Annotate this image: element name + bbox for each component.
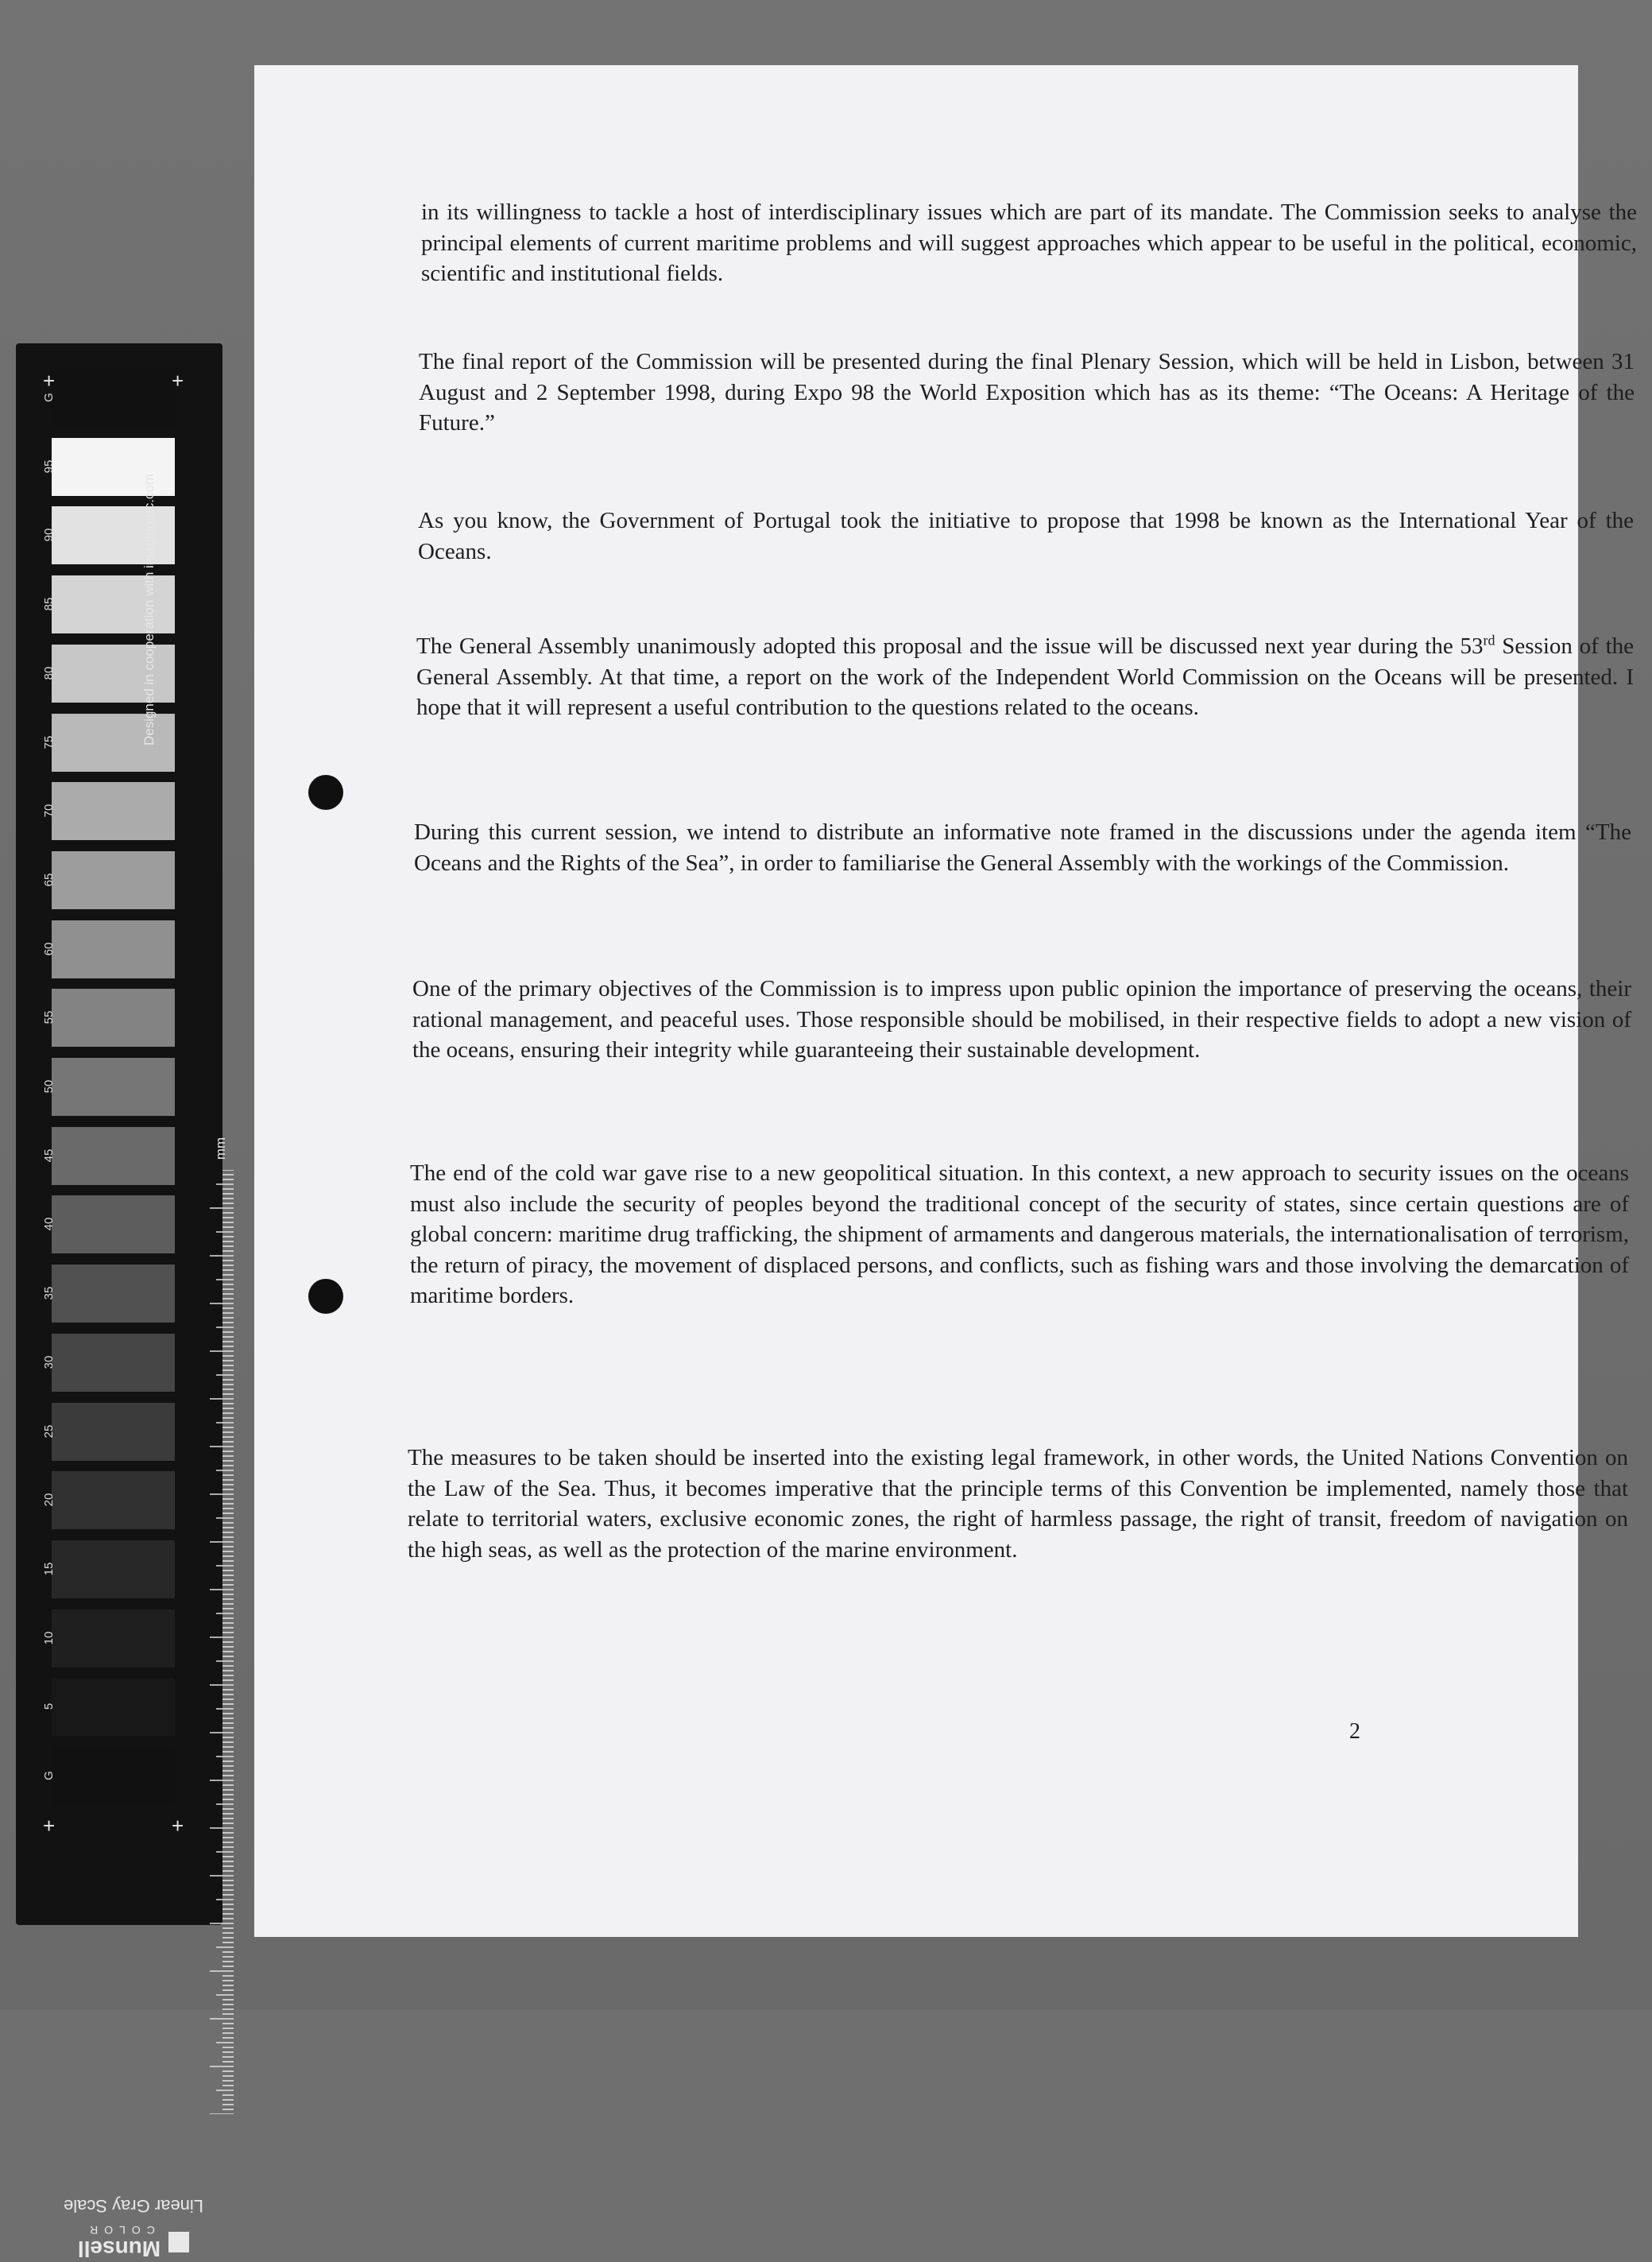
level-label: 50 bbox=[42, 1079, 56, 1094]
punch-hole bbox=[308, 775, 343, 810]
gray-patch bbox=[52, 920, 175, 978]
gray-patch bbox=[52, 1747, 175, 1805]
gray-patch bbox=[52, 1334, 175, 1392]
paragraph-2: The final report of the Commission will be presented during the final Plenary Session, which will be held in Lisbon, between 31 August and 2 September 1998, during Expo 98 the World Exposition which has as its theme: “The Oceans: A Heritage of the Future.” bbox=[419, 349, 1635, 436]
gray-patch bbox=[52, 369, 175, 427]
level-label: 5 bbox=[42, 1703, 56, 1710]
level-label: G bbox=[42, 1771, 56, 1780]
corner-marker: + bbox=[43, 1814, 56, 1838]
munsell-grid-icon bbox=[168, 2232, 189, 2252]
gray-patch bbox=[52, 989, 175, 1047]
level-label: 65 bbox=[42, 873, 56, 887]
level-label: 30 bbox=[42, 1355, 56, 1369]
corner-marker: + bbox=[172, 369, 184, 393]
gray-scale-card bbox=[16, 343, 228, 2261]
level-label: 25 bbox=[42, 1424, 56, 1438]
level-label: 80 bbox=[42, 666, 56, 680]
gray-patch bbox=[52, 1265, 175, 1323]
level-label: 75 bbox=[42, 735, 56, 749]
paragraph-5: During this current session, we intend to distribute an informative note framed in the discussions under the agenda item “The Oceans and the Rights of the Sea”, in order to familiarise the General Assembly with the workings of the Commission. bbox=[414, 819, 1631, 876]
brand-subtitle: COLOR bbox=[83, 2224, 155, 2237]
gray-patch bbox=[52, 1609, 175, 1667]
level-label: 10 bbox=[42, 1631, 56, 1644]
paragraph-4: The General Assembly unanimously adopted this proposal and the issue will be discussed next year during the 53rd Session of the General Assembly. At that time, a report on the work of the Independent World Commission on the Oceans will be presented. I hope that it will represent a useful contribution to the questions related to the oceans. bbox=[416, 632, 1634, 720]
level-label: 95 bbox=[42, 459, 56, 474]
corner-marker: + bbox=[172, 1814, 184, 1838]
level-label: 85 bbox=[42, 597, 56, 611]
paragraph-6: One of the primary objectives of the Commission is to impress upon public opinion the importance of preserving the oceans, their rational management, and peaceful uses. Those responsible should be mobilised, in their respective fields to adopt a new vision of the oceans, ensuring their integrity while guaranteeing their sustainable development. bbox=[412, 976, 1631, 1063]
level-label: 35 bbox=[42, 1286, 56, 1300]
gray-patch bbox=[52, 1195, 175, 1253]
paragraph-3: As you know, the Government of Portugal took the initiative to propose that 1998 be known as the International Year of the Oceans. bbox=[418, 508, 1634, 564]
level-label: 40 bbox=[42, 1218, 56, 1231]
level-label: 90 bbox=[42, 529, 56, 542]
gray-patch bbox=[52, 1403, 175, 1461]
mm-ruler bbox=[205, 1170, 234, 2114]
gray-patch bbox=[52, 1127, 175, 1185]
munsell-logo bbox=[62, 2222, 205, 2262]
level-label: 60 bbox=[42, 942, 56, 955]
level-label: 55 bbox=[42, 1010, 56, 1024]
gray-patch bbox=[52, 851, 175, 909]
gray-patch bbox=[52, 1058, 175, 1116]
page-number: 2 bbox=[1349, 1719, 1360, 1744]
level-label: G bbox=[42, 393, 56, 402]
level-label: 20 bbox=[42, 1493, 56, 1507]
scale-title: Linear Gray Scale bbox=[63, 2196, 204, 2216]
paragraph-7: The end of the cold war gave rise to a new geopolitical situation. In this context, a new approach to security issues on the oceans must also include the security of peoples beyond the traditional concept of the security of states, since certain questions are of global concern: maritime drug trafficking, the shipment of armaments and dangerous materials, the internationalisation of terrorism, the return of piracy, the movement of displaced persons, and conflicts, such as fishing wars and those involving the demarcation of maritime borders. bbox=[410, 1160, 1629, 1308]
credit-text: Designed in cooperation with imagingetc.com bbox=[141, 473, 157, 746]
brand-name: Munsell bbox=[77, 2237, 161, 2261]
gray-patch bbox=[52, 1540, 175, 1598]
punch-hole bbox=[308, 1279, 343, 1314]
document-page bbox=[254, 65, 1637, 1937]
paragraph-1: in its willingness to tackle a host of interdisciplinary issues which are part of its mandate. The Commission seeks to analyse the principal elements of current maritime problems and will suggest approaches which appear to be useful in the political, economic, scientific and institutional fields. bbox=[421, 199, 1637, 286]
gray-patch bbox=[52, 782, 175, 840]
ruler-unit-label: mm bbox=[213, 1137, 228, 1160]
gray-patch bbox=[52, 1678, 175, 1736]
paragraph-8: The measures to be taken should be inserted into the existing legal framework, in other words, the United Nations Convention on the Law of the Sea. Thus, it becomes imperative that the principle terms of this Convention be implemented, namely those that relate to territorial waters, exclusive economic zones, the right of harmless passage, the right of transit, freedom of navigation on the high seas, as well as the protection of the marine environment. bbox=[408, 1445, 1628, 1563]
gray-patch bbox=[52, 1471, 175, 1529]
level-label: 45 bbox=[42, 1148, 56, 1163]
corner-marker: + bbox=[43, 369, 56, 393]
level-label: 15 bbox=[42, 1562, 56, 1576]
level-label: 70 bbox=[42, 804, 56, 818]
